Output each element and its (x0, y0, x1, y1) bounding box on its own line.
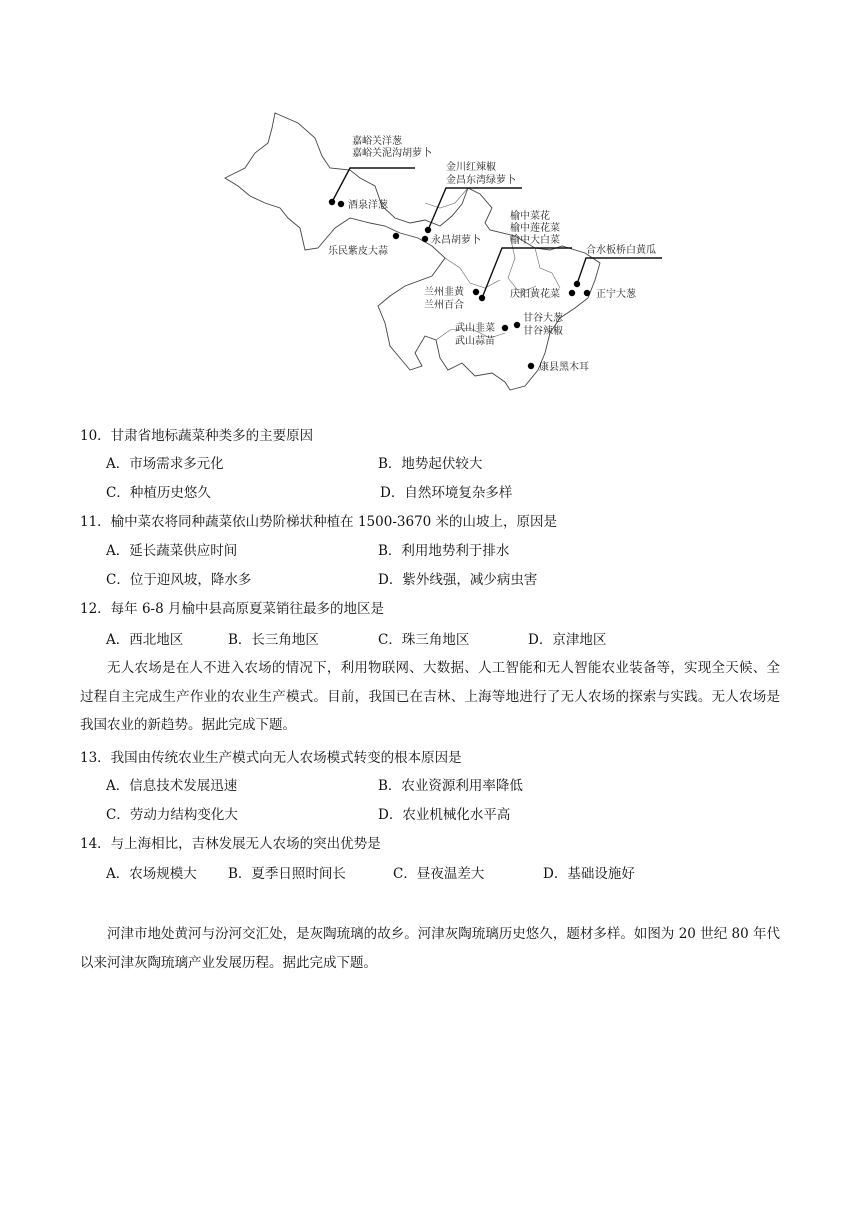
point-jinchang (425, 227, 431, 233)
point-lanzhou (473, 289, 479, 295)
label-jc1: 金川红辣椒 (446, 162, 496, 173)
question-10-stem: 10．甘肃省地标蔬菜种类多的主要原因 (80, 428, 314, 444)
q10-option-b[interactable]: B．地势起伏较大 (378, 456, 483, 472)
point-yongchang (422, 236, 428, 242)
q14-option-b[interactable]: B．夏季日照时间长 (228, 866, 346, 882)
label-kangxian: 康县黑木耳 (539, 362, 589, 373)
question-11-stem: 11．榆中菜农将同种蔬菜依山势阶梯状种植在 1500-3670 米的山坡上，原因是 (80, 514, 558, 530)
q10-option-c[interactable]: C．种植历史悠久 (106, 485, 211, 501)
q10-option-d[interactable]: D．自然环境复杂多样 (380, 485, 513, 501)
label-lz1: 兰州韭黄 (424, 287, 464, 298)
label-jiuquan: 酒泉洋葱 (348, 200, 388, 211)
q12-option-a[interactable]: A．西北地区 (106, 632, 184, 648)
point-wushan (502, 325, 508, 331)
point-kangxian (528, 363, 534, 369)
point-zhengning (584, 290, 590, 296)
label-jyg1: 嘉峪关洋葱 (352, 136, 402, 147)
point-gangu (514, 322, 520, 328)
q10-option-a[interactable]: A．市场需求多元化 (106, 456, 224, 472)
label-yongchang: 永昌胡萝卜 (431, 235, 481, 246)
label-gg2: 甘谷辣椒 (523, 326, 563, 337)
q11-option-c[interactable]: C．位于迎风坡，降水多 (106, 572, 252, 588)
q11-option-b[interactable]: B．利用地势利于排水 (378, 543, 510, 559)
q12-option-d[interactable]: D．京津地区 (528, 632, 607, 648)
label-heshui: 合水板桥白黄瓜 (586, 245, 656, 256)
q12-option-b[interactable]: B．长三角地区 (228, 632, 319, 648)
q13-option-c[interactable]: C．劳动力结构变化大 (106, 807, 238, 823)
label-gg1: 甘谷大葱 (523, 313, 563, 324)
passage-glazed-pottery: 河津市地处黄河与汾河交汇处，是灰陶琉璃的故乡。河津灰陶琉璃历史悠久，题材多样。如图为 20 世纪 80 年代以来河津灰陶琉璃产业发展历程。据此完成下题。 (80, 926, 780, 971)
q11-option-d[interactable]: D．紫外线强，减少病虫害 (378, 572, 538, 588)
label-ws1: 武山韭菜 (455, 323, 495, 334)
map-svg (200, 108, 680, 398)
label-ws2: 武山蒜苗 (455, 336, 495, 347)
q14-option-c[interactable]: C．昼夜温差大 (393, 866, 485, 882)
label-lz2: 兰州百合 (424, 300, 464, 311)
question-14-stem: 14．与上海相比，吉林发展无人农场的突出优势是 (80, 836, 381, 852)
q14-option-d[interactable]: D．基础设施好 (543, 866, 635, 882)
q13-option-a[interactable]: A．信息技术发展迅速 (106, 778, 238, 794)
q12-option-c[interactable]: C．珠三角地区 (378, 632, 470, 648)
passage-unmanned-farm: 无人农场是在人不进入农场的情况下，利用物联网、大数据、人工智能和无人智能农业装备等，实现全天候、全过程自主完成生产作业的农业生产模式。目前，我国已在吉林、上海等地进行了无人农场的探索与实践。无人农场是我国农业的新趋势。据此完成下题。 (80, 660, 780, 733)
q11-option-a[interactable]: A．延长蔬菜供应时间 (106, 543, 238, 559)
label-yz1: 榆中菜花 (510, 211, 550, 222)
label-yz3: 榆中大白菜 (510, 235, 560, 246)
leader-lines (332, 168, 662, 298)
q14-option-a[interactable]: A．农场规模大 (106, 866, 197, 882)
label-jc2: 金昌东湾绿萝卜 (446, 175, 516, 186)
point-jiayuguan (329, 199, 335, 205)
label-zhengning: 正宁大葱 (596, 289, 636, 300)
question-12-stem: 12．每年 6-8 月榆中县高原夏菜销往最多的地区是 (80, 601, 384, 617)
label-yz2: 榆中莲花菜 (510, 223, 560, 234)
point-heshui (574, 281, 580, 287)
point-qingyang (569, 290, 575, 296)
label-lemin: 乐民紫皮大蒜 (328, 246, 388, 257)
label-qingyang: 庆阳黄花菜 (510, 289, 560, 300)
q13-option-b[interactable]: B．农业资源利用率降低 (378, 778, 523, 794)
label-jyg2: 嘉峪关泥沟胡萝卜 (352, 148, 432, 159)
q13-option-d[interactable]: D．农业机械化水平高 (378, 807, 511, 823)
point-jiuquan (338, 201, 344, 207)
point-yuzhong (479, 295, 485, 301)
point-lemin (393, 233, 399, 239)
question-13-stem: 13．我国由传统农业生产模式向无人农场模式转变的根本原因是 (80, 750, 462, 766)
gansu-vegetable-map (200, 108, 680, 398)
